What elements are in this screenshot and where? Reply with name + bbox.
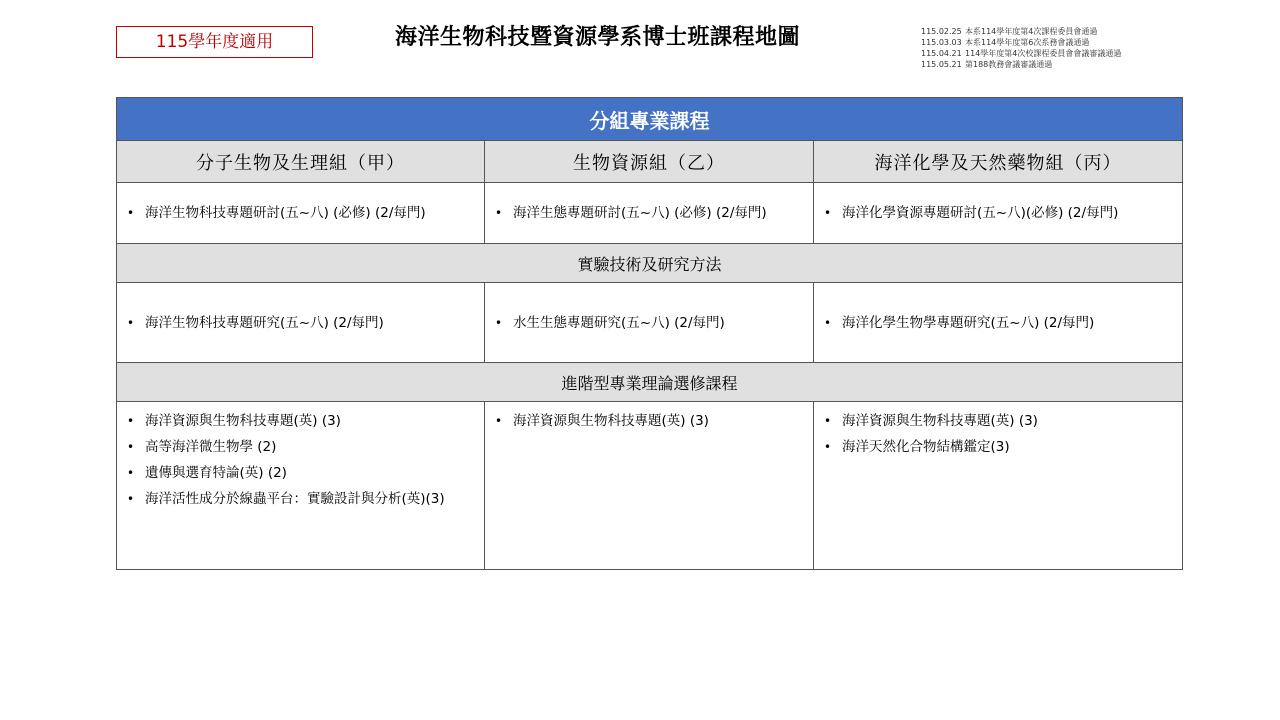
course-list: [117, 194, 484, 232]
course-item: • 海洋生物科技專題研究(五~八) (2/每門): [127, 310, 478, 336]
course-list: [117, 402, 484, 518]
approval-text: 本系114學年度第6次系務會議通過: [965, 38, 1090, 47]
advanced-row: [117, 402, 1183, 570]
year-badge: 115學年度適用: [116, 26, 313, 58]
approval-date: 115.04.21: [921, 49, 962, 58]
course-list: [485, 194, 813, 232]
group-b-header: 生物資源組（乙）: [485, 141, 814, 183]
research-row: [117, 283, 1183, 363]
approval-text: 第188教務會議審議通過: [965, 60, 1053, 69]
approval-date: 115.05.21: [921, 60, 962, 69]
seminar-cell-a: [117, 183, 485, 244]
course-item: • 海洋化學生物學專題研究(五~八) (2/每門): [824, 310, 1176, 336]
group-c-header: 海洋化學及天然藥物組（丙）: [814, 141, 1183, 183]
course-item: • 海洋資源與生物科技專題(英) (3): [127, 408, 478, 434]
table-title: 分組專業課程: [117, 98, 1183, 141]
group-a-header: 分子生物及生理組（甲）: [117, 141, 485, 183]
approval-line: [921, 59, 1181, 70]
seminar-row: [117, 183, 1183, 244]
advanced-cell-a: [117, 402, 485, 570]
group-header-row: [117, 141, 1183, 183]
approval-line: [921, 26, 1181, 37]
approval-text: 114學年度第4次校課程委員會會議審議通過: [965, 49, 1122, 58]
course-item: • 高等海洋微生物學 (2): [127, 434, 478, 460]
advanced-cell-c: [814, 402, 1183, 570]
seminar-cell-c: [814, 183, 1183, 244]
course-item: • 水生生態專題研究(五~八) (2/每門): [495, 310, 807, 336]
advanced-cell-b: [485, 402, 814, 570]
course-list: [117, 304, 484, 342]
course-item: • 海洋活性成分於線蟲平台：實驗設計與分析(英)(3): [127, 486, 478, 512]
course-item: • 海洋化學資源專題研討(五~八)(必修) (2/每門): [824, 200, 1176, 226]
page-title: 海洋生物科技暨資源學系博士班課程地圖: [395, 25, 801, 50]
research-cell-b: [485, 283, 814, 363]
course-item: • 遺傳與選育特論(英) (2): [127, 460, 478, 486]
approval-line: [921, 48, 1181, 59]
approval-date: 115.03.03: [921, 38, 962, 47]
approval-date: 115.02.25: [921, 27, 962, 36]
course-item: • 海洋資源與生物科技專題(英) (3): [824, 408, 1176, 434]
section-row-methods: [117, 244, 1183, 283]
section-row-advanced: [117, 363, 1183, 402]
course-list: [485, 304, 813, 342]
research-cell-c: [814, 283, 1183, 363]
course-item: • 海洋生態專題研討(五~八) (必修) (2/每門): [495, 200, 807, 226]
course-list: [814, 304, 1182, 342]
section-title-advanced: 進階型專業理論選修課程: [117, 363, 1183, 402]
seminar-cell-b: [485, 183, 814, 244]
course-list: [485, 402, 813, 440]
table-header-row: [117, 98, 1183, 141]
course-list: [814, 402, 1182, 466]
approval-notes: [921, 26, 1181, 70]
approval-line: [921, 37, 1181, 48]
research-cell-a: [117, 283, 485, 363]
curriculum-table: [116, 97, 1183, 570]
section-title-methods: 實驗技術及研究方法: [117, 244, 1183, 283]
approval-text: 本系114學年度第4次課程委員會通過: [965, 27, 1098, 36]
course-item: • 海洋資源與生物科技專題(英) (3): [495, 408, 807, 434]
course-list: [814, 194, 1182, 232]
course-item: • 海洋生物科技專題研討(五~八) (必修) (2/每門): [127, 200, 478, 226]
course-item: • 海洋天然化合物結構鑑定(3): [824, 434, 1176, 460]
